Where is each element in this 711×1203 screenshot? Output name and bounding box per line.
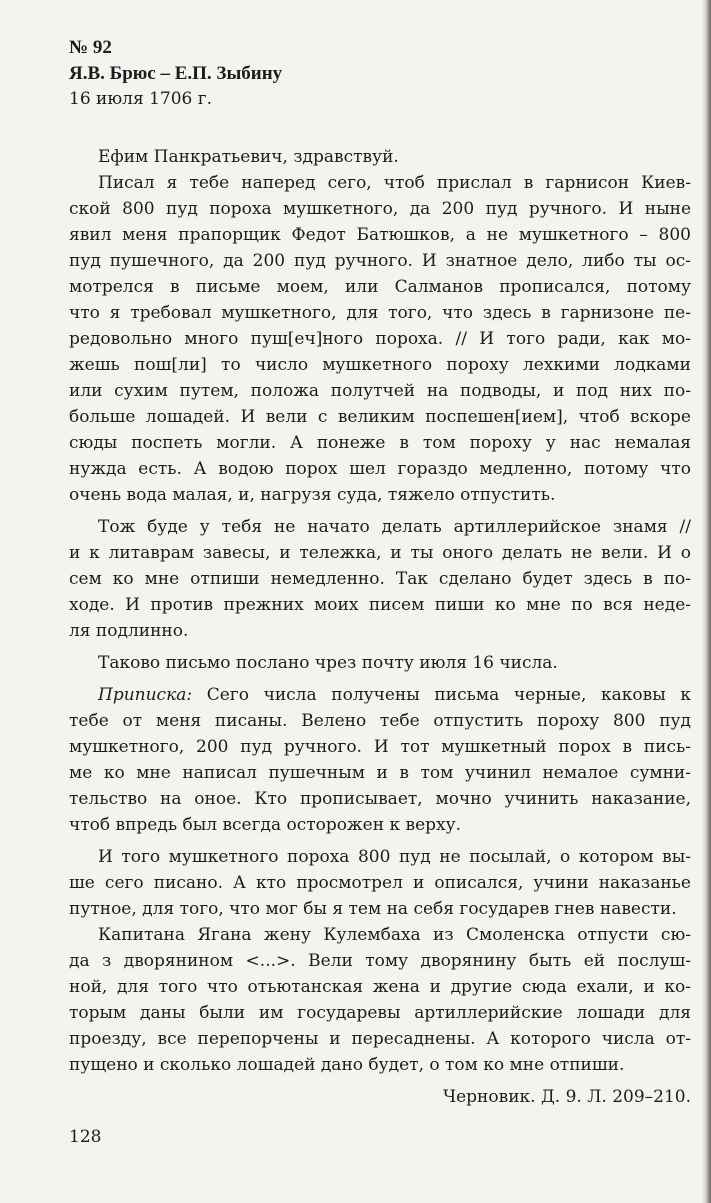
paragraph-5 — [69, 844, 691, 922]
text-line: проезду, все перепорчены и пересаднены. А которого числа от- — [69, 1029, 691, 1049]
text-line: и к литаврам завесы, и тележка, и ты оного делать не вели. И о — [69, 543, 691, 563]
paragraph-2 — [69, 514, 691, 644]
archive-source: Черновик. Д. 9. Л. 209–210. — [442, 1087, 691, 1107]
text-line: И того мушкетного пороха 800 пуд не посылай, о котором вы- — [98, 847, 691, 867]
text-line: жешь пош[ли] то число мушкетного пороху лехкими лодками — [69, 355, 691, 375]
text-line: сюды поспеть могли. А понеже в том пороху у нас немалая — [69, 433, 691, 453]
text-line: пущено и сколько лошадей дано будет, о том ко мне отпиши. — [69, 1055, 625, 1075]
document-title: Я.В. Брюс – Е.П. Зыбину — [69, 63, 283, 84]
postscript-label: Приписка: — [98, 685, 193, 705]
greeting: Ефим Панкратьевич, здравствуй. — [98, 147, 399, 167]
text-line: очень вода малая, и, нагрузя суда, тяжело отпустить. — [69, 485, 556, 505]
text-line: ходе. И против прежних моих писем пиши ко мне по вся неде- — [69, 595, 691, 615]
text-line: торым даны были им государевы артиллерийские лошади для — [69, 1003, 691, 1023]
text-line: Капитана Ягана жену Кулембаха из Смоленска отпусти сю- — [98, 925, 691, 945]
text-line: мотрелся в письме моем, или Салманов прописался, потому — [69, 277, 691, 297]
text-line: ля подлинно. — [69, 621, 189, 641]
text-line: мушкетного, 200 пуд ручного. И тот мушкетный порох в пись- — [69, 737, 691, 757]
text-line: ной, для того что отьютанская жена и другие сюда ехали, и ко- — [69, 977, 691, 997]
document-page — [69, 34, 691, 1110]
paragraph-1 — [69, 170, 691, 508]
text-line: Писал я тебе наперед сего, чтоб прислал в гарнисон Киев- — [98, 173, 691, 193]
text-line: что я требовал мушкетного, для того, что здесь в гарнизоне пе- — [69, 303, 691, 323]
text-line: ской 800 пуд пороха мушкетного, да 200 пуд ручного. И ныне — [69, 199, 691, 219]
text-line: нужда есть. А водою порох шел гораздо медленно, потому что — [69, 459, 691, 479]
text-line: тебе от меня писаны. Велено тебе отпустить пороху 800 пуд — [69, 711, 691, 731]
page-edge — [702, 0, 711, 1203]
text-line: тельство на оное. Кто прописывает, мочно учинить наказание, — [69, 789, 691, 809]
text-line: больше лошадей. И вели с великим поспешен[ием], чтоб вскоре — [69, 407, 691, 427]
document-date: 16 июля 1706 г. — [69, 89, 213, 109]
postscript-text: Сего числа получены письма черные, каковы к — [206, 685, 691, 705]
text-line: явил меня прапорщик Федот Батюшков, а не мушкетного – 800 — [69, 225, 691, 245]
text-line: или сухим путем, положа полутчей на подводы, и под них по- — [69, 381, 691, 401]
letter-body — [69, 144, 691, 1110]
text-line: чтоб впредь был всегда осторожен к верху. — [69, 815, 462, 835]
page-number: 128 — [69, 1127, 102, 1147]
text-line: ше сего писано. А кто просмотрел и описался, учини наказанье — [69, 873, 691, 893]
text-line: редовольно много пуш[еч]ного пороха. // И того ради, как мо- — [69, 329, 691, 349]
postscript — [69, 682, 691, 838]
text-line: пуд пушечного, да 200 пуд ручного. И знатное дело, либо ты ос- — [69, 251, 691, 271]
document-number: № 92 — [69, 37, 112, 58]
paragraph-3 — [69, 650, 691, 676]
text-line: ме ко мне написал пушечным и в том учинил немалое сумни- — [69, 763, 691, 783]
text-line: сем ко мне отпиши немедленно. Так сделано будет здесь в по- — [69, 569, 691, 589]
text-line: путное, для того, что мог бы я тем на себя государев гнев навести. — [69, 899, 677, 919]
text-line — [69, 682, 691, 708]
text-line: да з дворянином <...>. Вели тому дворянину быть ей послуш- — [69, 951, 691, 971]
paragraph-6 — [69, 922, 691, 1078]
text-line: Тож буде у тебя не начато делать артиллерийское знамя // — [98, 517, 691, 537]
text-line: Таково письмо послано чрез почту июля 16 числа. — [98, 653, 558, 673]
